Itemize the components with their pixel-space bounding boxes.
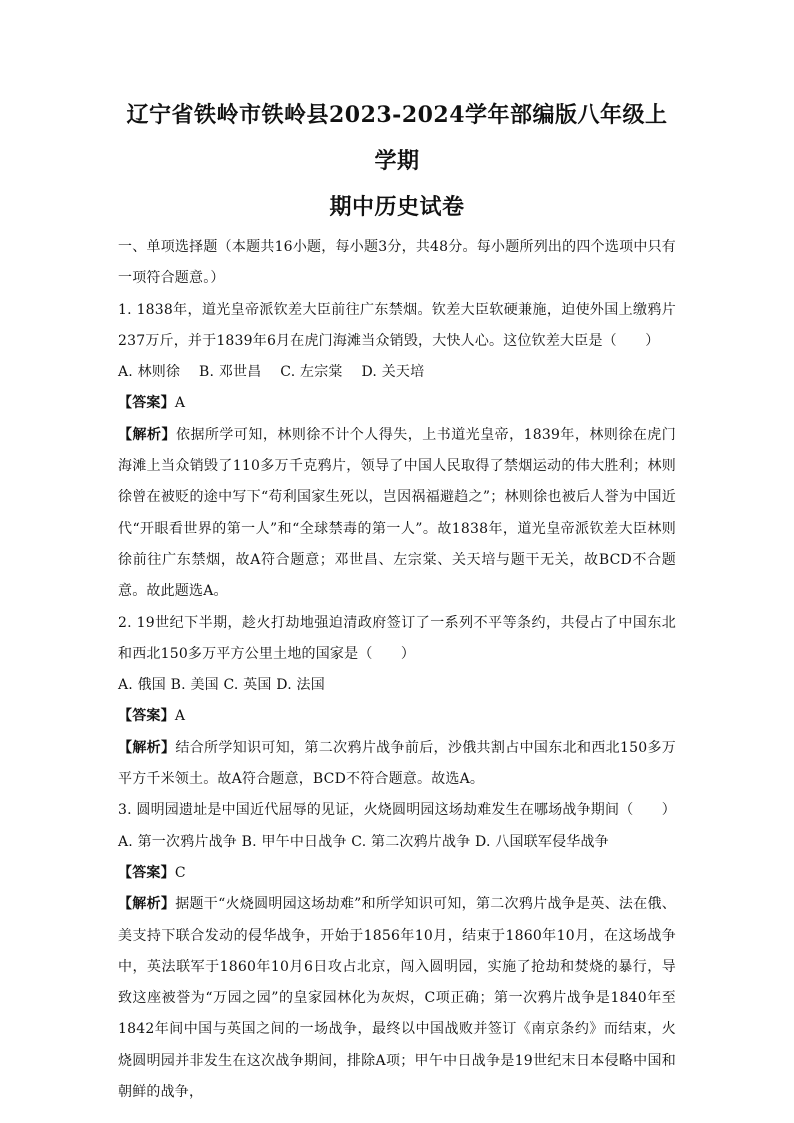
analysis-label: 【解析】 — [118, 426, 176, 443]
analysis-text: 结合所学知识可知，第二次鸦片战争前后，沙俄共割占中国东北和西北150多万平方千米领土。故A符合题意，BCD不符合题意。故选A。 — [118, 739, 676, 788]
analysis-label: 【解析】 — [118, 739, 176, 756]
question-3-options: A. 第一次鸦片战争 B. 甲午中日战争 C. 第二次鸦片战争 D. 八国联军侵华战争 — [118, 833, 609, 850]
question-2-options: A. 俄国 B. 美国 C. 英国 D. 法国 — [118, 677, 325, 694]
answer-value: A — [174, 708, 186, 725]
answer-label: 【答案】 — [118, 864, 175, 881]
answer-label: 【答案】 — [118, 708, 175, 725]
question-1-options: A. 林则徐 B. 邓世昌 C. 左宗棠 D. 关天培 — [118, 364, 425, 381]
question-3-answer — [118, 858, 676, 889]
question-1-analysis — [118, 420, 676, 608]
document-body — [118, 232, 676, 1108]
analysis-text: 依据所学可知，林则徐不计个人得失，上书道光皇帝，1839年，林则徐在虎门海滩上当众销毁了110多万千克鸦片，领导了中国人民取得了禁烟运动的伟大胜利；林则徐曾在被贬的途中写下“苟利国家生死以，岂因祸福避趋之”；林则徐也被后人誉为中国近代“开眼看世界的第一人”和“全球禁毒的第一人”。故1838年，道光皇帝派钦差大臣林则徐前往广东禁烟，故A符合题意；邓世昌、左宗棠、关天培与题干无关，故BCD不合题意。故此题选A。 — [118, 426, 676, 600]
question-1-answer — [118, 388, 676, 419]
question-2-answer — [118, 701, 676, 732]
section-heading: 一、单项选择题（本题共16小题，每小题3分，共48分。每小题所列出的四个选项中只有一项符合题意。） — [118, 239, 676, 287]
answer-label: 【答案】 — [118, 395, 175, 412]
question-1-stem: 1. 1838年，道光皇帝派钦差大臣前往广东禁烟。钦差大臣软硬兼施，迫使外国上缴鸦片237万斤，并于1839年6月在虎门海滩当众销毁，大快人心。这位钦差大臣是（ ） — [118, 301, 676, 349]
analysis-label: 【解析】 — [118, 896, 176, 913]
title-line-2: 期中历史试卷 — [329, 194, 465, 220]
question-2-stem: 2. 19世纪下半期，趁火打劫地强迫清政府签订了一系列不平等条约，共侵占了中国东北和西北150多万平方公里土地的国家是（ ） — [118, 614, 676, 662]
answer-value: A — [174, 395, 186, 412]
question-3-analysis — [118, 889, 676, 1108]
question-3-stem: 3. 圆明园遗址是中国近代屈辱的见证，火烧圆明园这场劫难发生在哪场战争期间（ ） — [118, 802, 677, 819]
document-title — [118, 92, 676, 230]
question-2-analysis — [118, 733, 676, 796]
title-line-1: 辽宁省铁岭市铁岭县2023-2024学年部编版八年级上学期 — [126, 102, 668, 174]
answer-value: C — [174, 864, 186, 881]
analysis-text: 据题干“火烧圆明园这场劫难”和所学知识可知，第二次鸦片战争是英、法在俄、美支持下联合发动的侵华战争，开始于1856年10月，结束于1860年10月，在这场战争中，英法联军于1860年10月6日攻占北京，闯入圆明园，实施了抢劫和焚烧的暴行，导致这座被誉为“万园之园”的皇家园林化为灰烬，C项正确；第一次鸦片战争是1840年至1842年间中国与英国之间的一场战争，最终以中国战败并签订《南京条约》而结束，火烧圆明园并非发生在这次战争期间，排除A项；甲午中日战争是19世纪末日本侵略中国和朝鲜的战争， — [118, 896, 676, 1101]
